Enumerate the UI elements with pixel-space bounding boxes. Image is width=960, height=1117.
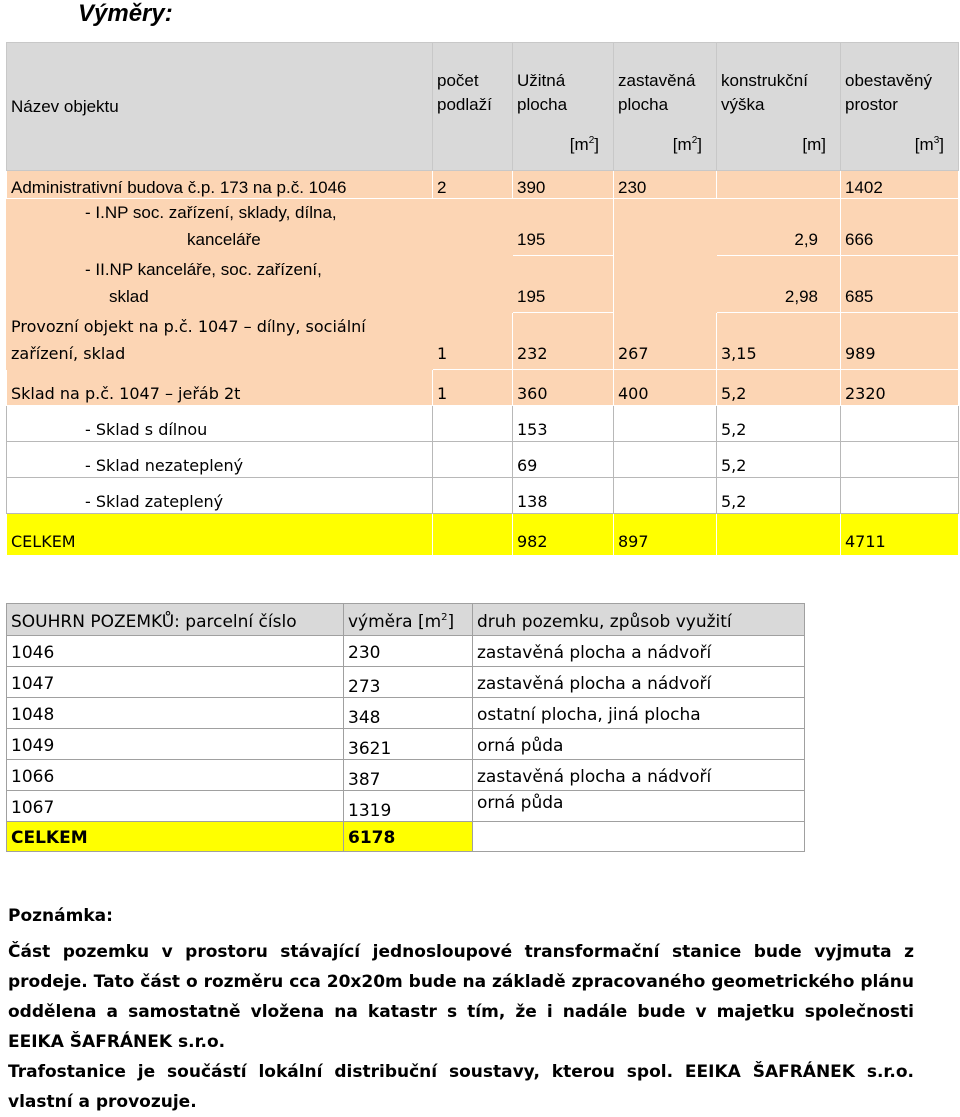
objects-table bbox=[6, 42, 959, 556]
table-row: 1067 1319 orná půda bbox=[7, 791, 805, 822]
land-total-label: CELKEM bbox=[7, 822, 344, 852]
note-text bbox=[8, 937, 914, 1117]
note-paragraph: Trafostanice je součástí lokální distribuční soustavy, kterou spol. EEIKA ŠAFRÁNEK s.r.o. vlastní a provozuje. bbox=[8, 1062, 914, 1112]
table-row: 1048 348 ostatní plocha, jiná plocha bbox=[7, 698, 805, 729]
total-usable: 982 bbox=[513, 514, 614, 556]
header-height: konstrukční výška [m] bbox=[717, 43, 841, 171]
total-volume: 4711 bbox=[841, 514, 959, 556]
table-row: - Sklad zateplený 138 5,2 bbox=[7, 478, 959, 514]
land-total-area: 6178 bbox=[344, 822, 473, 852]
table-row: 1047 273 zastavěná plocha a nádvoří bbox=[7, 667, 805, 698]
header-name: Název objektu bbox=[7, 43, 433, 171]
header-land-type: druh pozemku, způsob využití bbox=[473, 604, 805, 636]
table-row: Administrativní budova č.p. 173 na p.č. 1046 2 390 230 1402 bbox=[7, 171, 959, 199]
table-row: 1066 387 zastavěná plocha a nádvoří bbox=[7, 760, 805, 791]
total-row bbox=[7, 514, 959, 556]
unit-usable: $[m^2]$ bbox=[569, 135, 599, 154]
header-floors: počet podlaží bbox=[433, 43, 513, 171]
total-built: 897 bbox=[614, 514, 717, 556]
table-row: - Sklad s dílnou 153 5,2 bbox=[7, 406, 959, 442]
land-header-row bbox=[7, 604, 805, 636]
table-row: - II.NP kanceláře, soc. zařízení, sklad 195 2,98 685 bbox=[7, 256, 959, 313]
page-title: Výměry: bbox=[78, 0, 173, 27]
header-volume: obestavěný prostor $[m^3]$ bbox=[841, 43, 959, 171]
header-built-area: zastavěná plocha $[m^2]$ bbox=[614, 43, 717, 171]
unit-height: [m] bbox=[802, 135, 826, 154]
unit-volume: $[m^3]$ bbox=[914, 135, 944, 154]
table-row: Sklad na p.č. 1047 – jeřáb 2t 1 360 400 5,2 2320 bbox=[7, 370, 959, 406]
note-paragraph: Část pozemku v prostoru stávající jednosloupové transformační stanice bude vyjmuta z prodeje. Tato část o rozměru cca 20x20m bude na základě zpracovaného geometrického plánu oddělena a samostatně vložena na katastr s tím, že i nadále bude v majetku společnosti EEIKA ŠAFRÁNEK s.r.o. bbox=[8, 942, 914, 1052]
note-heading: Poznámka: bbox=[8, 906, 113, 926]
total-label: CELKEM bbox=[7, 514, 433, 556]
unit-built: $[m^2]$ bbox=[672, 135, 702, 154]
land-total-row bbox=[7, 822, 805, 852]
table-row: - Sklad nezateplený 69 5,2 bbox=[7, 442, 959, 478]
table-row: 1046 230 zastavěná plocha a nádvoří bbox=[7, 636, 805, 667]
header-area: výměra $[m^2]$ bbox=[344, 604, 473, 636]
table-row: Provozní objekt na p.č. 1047 – dílny, sociální zařízení, sklad 1 232 267 3,15 989 bbox=[7, 313, 959, 370]
objects-header-row bbox=[7, 43, 959, 171]
header-parcel: SOUHRN POZEMKŮ: parcelní číslo bbox=[7, 604, 344, 636]
header-usable-area: Užitná plocha $[m^2]$ bbox=[513, 43, 614, 171]
table-row: - I.NP soc. zařízení, sklady, dílna, kanceláře 195 2,9 666 bbox=[7, 199, 959, 256]
land-summary-table bbox=[6, 603, 805, 852]
table-row: 1049 3621 orná půda bbox=[7, 729, 805, 760]
